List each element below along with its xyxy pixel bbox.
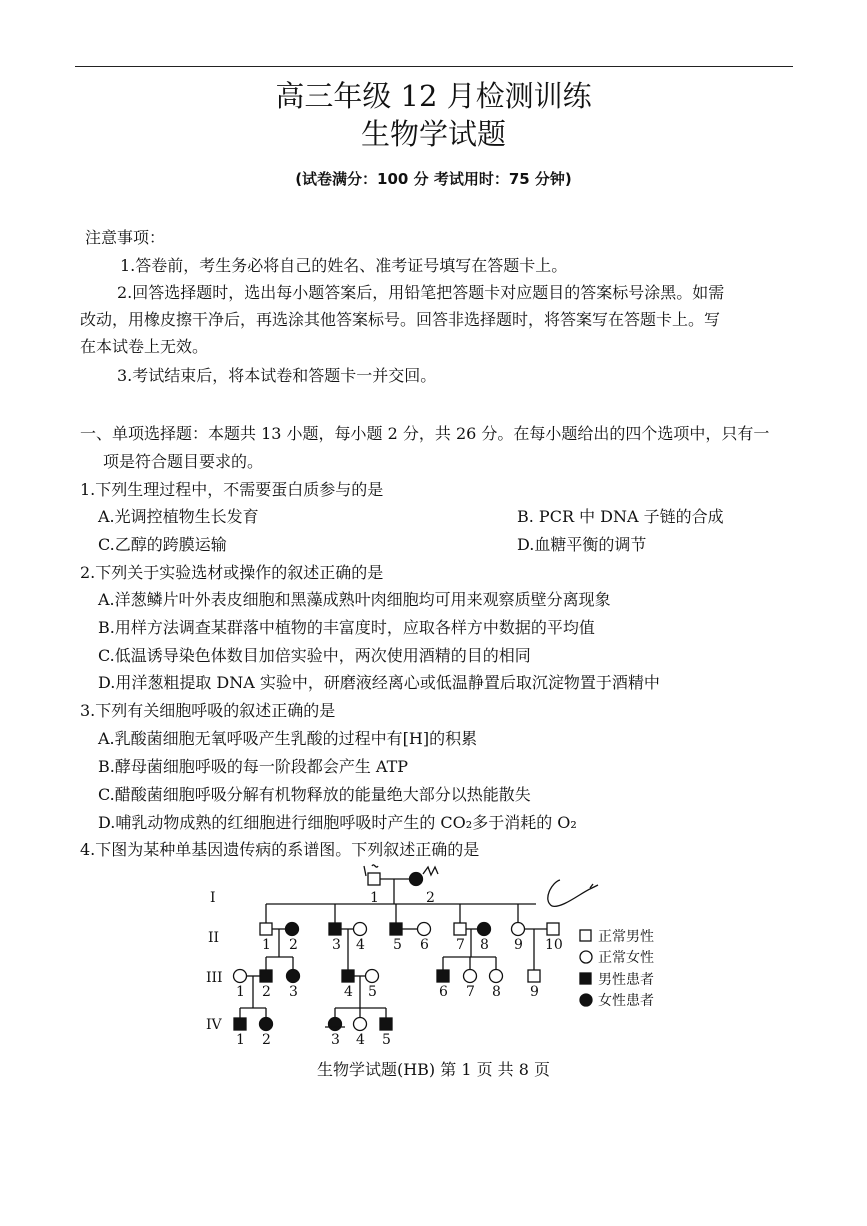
label-I1: 1: [370, 890, 379, 906]
legend-normal-male-symbol: [580, 930, 591, 941]
pedigree-III3-affected-female: [287, 970, 300, 983]
label-IV2: 2: [262, 1032, 271, 1048]
label-II9: 9: [514, 937, 523, 953]
pedigree-III2-affected-male: [260, 970, 272, 982]
note-item-2-line3: 在本试卷上无效。: [80, 337, 209, 356]
note-item-3: 3.考试结束后，将本试卷和答题卡一并交回。: [117, 366, 437, 385]
generation-label-II: II: [208, 930, 220, 946]
question-2-option-b: B.用样方法调查某群落中植物的丰富度时，应取各样方中数据的平均值: [98, 618, 595, 637]
label-III8: 8: [492, 984, 501, 1000]
label-III3: 3: [289, 984, 298, 1000]
exam-info: (试卷满分：100 分 考试用时：75 分钟): [295, 170, 572, 188]
pedigree-II5-affected-male: [390, 923, 402, 935]
note-item-2-line2: 改动，用橡皮擦干净后，再选涂其他答案标号。回答非选择题时，将答案写在答题卡上。写: [80, 310, 721, 329]
label-III4: 4: [344, 984, 353, 1000]
question-1-option-d: D.血糖平衡的调节: [517, 535, 647, 554]
generation-label-III: III: [206, 970, 223, 986]
note-item-1: 1.答卷前，考生务必将自己的姓名、准考证号填写在答题卡上。: [120, 256, 568, 275]
legend-affected-male-symbol: [580, 973, 591, 984]
pedigree-I1-normal-male: [368, 873, 380, 885]
label-III5: 5: [368, 984, 377, 1000]
legend-normal-female-symbol: [580, 951, 592, 963]
question-1-option-c: C.乙醇的跨膜运输: [98, 535, 227, 554]
label-III2: 2: [262, 984, 271, 1000]
pedigree-III8-normal-female: [490, 970, 503, 983]
label-III7: 7: [466, 984, 475, 1000]
generation-label-IV: IV: [206, 1017, 222, 1033]
label-II8: 8: [480, 937, 489, 953]
question-2-option-d: D.用洋葱粗提取 DNA 实验中，研磨液经离心或低温静置后取沉淀物置于酒精中: [98, 673, 660, 692]
page-footer: 生物学试题(HB) 第 1 页 共 8 页: [316, 1060, 551, 1079]
question-1-option-a: A.光调控植物生长发育: [98, 507, 259, 526]
label-III1: 1: [236, 984, 245, 1000]
label-II1: 1: [262, 937, 271, 953]
section-heading-line2: 项是符合题目要求的。: [103, 452, 264, 471]
notes-heading: 注意事项：: [85, 228, 166, 247]
label-II2: 2: [289, 937, 298, 953]
pedigree-III9-normal-male: [528, 970, 540, 982]
label-II5: 5: [393, 937, 402, 953]
question-3-option-d: D.哺乳动物成熟的红细胞进行细胞呼吸时产生的 CO₂多于消耗的 O₂: [98, 813, 577, 832]
pedigree-II7-normal-male: [454, 923, 466, 935]
label-IV4: 4: [356, 1032, 365, 1048]
pedigree-II8-affected-female: [478, 923, 491, 936]
label-IV3: 3: [331, 1032, 340, 1048]
label-IV1: 1: [236, 1032, 245, 1048]
label-IV5: 5: [382, 1032, 391, 1048]
legend-affected-female-label: 女性患者: [598, 993, 654, 1009]
page-subject-title: 生物学试题: [360, 117, 506, 151]
pedigree-I2-affected-female: [410, 873, 423, 886]
pedigree-IV2-affected-female: [260, 1018, 273, 1031]
pedigree-III7-normal-female: [464, 970, 477, 983]
label-II4: 4: [356, 937, 365, 953]
legend-normal-male-label: 正常男性: [598, 929, 654, 945]
pedigree-II3-affected-male: [329, 923, 341, 935]
pedigree-IV1-affected-male: [234, 1018, 246, 1030]
pedigree-chart: [200, 860, 700, 1050]
pedigree-II10-normal-male: [547, 923, 559, 935]
note-item-2-line1: 2.回答选择题时，选出每小题答案后，用铅笔把答题卡对应题目的答案标号涂黑。如需: [117, 283, 725, 302]
label-II3: 3: [332, 937, 341, 953]
pedigree-III6-affected-male: [437, 970, 449, 982]
question-2-option-c: C.低温诱导染色体数目加倍实验中，两次使用酒精的目的相同: [98, 646, 531, 665]
label-II6: 6: [420, 937, 429, 953]
pedigree-IV4-normal-female: [354, 1018, 367, 1031]
question-3-option-b: B.酵母菌细胞呼吸的每一阶段都会产生 ATP: [98, 757, 409, 776]
section-heading-line1: 一、单项选择题：本题共 13 小题，每小题 2 分，共 26 分。在每小题给出的四个选项中，只有一: [80, 424, 770, 443]
page-title: 高三年级 12 月检测训练: [275, 79, 592, 113]
header-rule: [75, 66, 793, 67]
generation-label-I: I: [210, 890, 216, 906]
pedigree-II9-normal-female: [512, 923, 525, 936]
question-4-stem: 4.下图为某种单基因遗传病的系谱图。下列叙述正确的是: [80, 840, 480, 859]
label-II7: 7: [456, 937, 465, 953]
legend-affected-male-label: 男性患者: [598, 972, 654, 988]
question-2-stem: 2.下列关于实验选材或操作的叙述正确的是: [80, 563, 384, 582]
pedigree-II4-normal-female: [354, 923, 367, 936]
pedigree-II6-normal-female: [418, 923, 431, 936]
pedigree-III1-normal-female: [234, 970, 247, 983]
pedigree-II2-affected-female: [286, 923, 299, 936]
question-1-option-b: B. PCR 中 DNA 子链的合成: [517, 507, 724, 526]
label-II10: 10: [545, 937, 563, 953]
pedigree-II1-normal-male: [260, 923, 272, 935]
label-III9: 9: [530, 984, 539, 1000]
question-2-option-a: A.洋葱鳞片叶外表皮细胞和黑藻成熟叶肉细胞均可用来观察质壁分离现象: [98, 590, 611, 609]
question-3-option-a: A.乳酸菌细胞无氧呼吸产生乳酸的过程中有[H]的积累: [98, 729, 478, 748]
label-I2: 2: [426, 890, 435, 906]
legend-normal-female-label: 正常女性: [598, 950, 654, 966]
pedigree-III4-affected-male: [342, 970, 354, 982]
legend-affected-female-symbol: [580, 994, 592, 1006]
question-1-stem: 1.下列生理过程中，不需要蛋白质参与的是: [80, 480, 384, 499]
label-III6: 6: [439, 984, 448, 1000]
question-3-stem: 3.下列有关细胞呼吸的叙述正确的是: [80, 701, 336, 720]
question-3-option-c: C.醋酸菌细胞呼吸分解有机物释放的能量绝大部分以热能散失: [98, 785, 531, 804]
pedigree-IV5-affected-male: [380, 1018, 392, 1030]
pedigree-III5-normal-female: [366, 970, 379, 983]
pedigree-IV3-affected-female: [329, 1018, 342, 1031]
